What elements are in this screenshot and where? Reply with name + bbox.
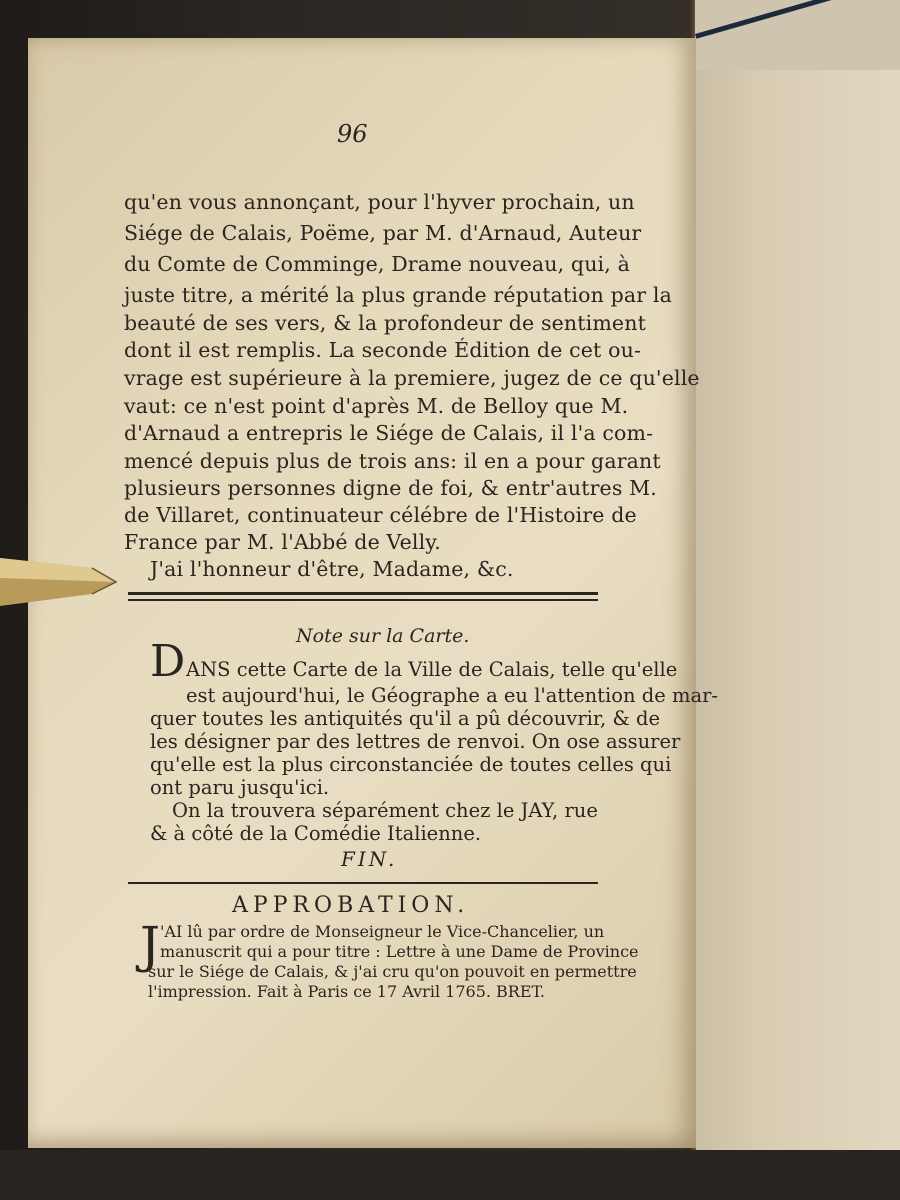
body-line: beauté de ses vers, & la profondeur de sentiment bbox=[124, 311, 646, 335]
body-line: qu'en vous annonçant, pour l'hyver prochain, un bbox=[124, 190, 635, 214]
body-line: d'Arnaud a entrepris le Siége de Calais, il l'a com- bbox=[124, 421, 654, 445]
body-line: vrage est supérieure à la premiere, jugez de ce qu'elle bbox=[124, 366, 700, 390]
body-line: mencé depuis plus de trois ans: il en a pour garant bbox=[124, 449, 661, 473]
table-surface bbox=[0, 1150, 900, 1200]
note-line: quer toutes les antiquités qu'il a pû découvrir, & de bbox=[150, 707, 661, 730]
body-line: juste titre, a mérité la plus grande réputation par la bbox=[124, 283, 672, 307]
approbation-line: 'AI lû par ordre de Monseigneur le Vice-Chancelier, un bbox=[160, 922, 605, 941]
note-line: On la trouvera séparément chez le JAY, rue bbox=[172, 799, 598, 822]
body-line: dont il est remplis. La seconde Édition de cet ou- bbox=[124, 338, 642, 362]
section-rule-thin bbox=[128, 599, 598, 601]
section-rule bbox=[128, 592, 598, 595]
approbation-line: sur le Siége de Calais, & j'ai cru qu'on pouvoit en permettre bbox=[148, 962, 637, 981]
approbation-drop-cap: J bbox=[140, 916, 161, 974]
approbation-line: manuscrit qui a pour titre : Lettre à une Dame de Province bbox=[160, 942, 639, 961]
note-line: qu'elle est la plus circonstanciée de toutes celles qui bbox=[150, 753, 672, 776]
note-line: ANS cette Carte de la Ville de Calais, telle qu'elle bbox=[186, 658, 678, 681]
facing-page-edge bbox=[690, 0, 900, 1200]
page-number: 96 bbox=[337, 120, 368, 148]
body-line: Siége de Calais, Poëme, par M. d'Arnaud, Auteur bbox=[124, 221, 642, 245]
approbation-title: APPROBATION. bbox=[232, 893, 470, 918]
body-line: France par M. l'Abbé de Velly. bbox=[124, 530, 441, 554]
body-line: vaut: ce n'est point d'après M. de Belloy que M. bbox=[124, 394, 629, 418]
book-cover-corner bbox=[695, 0, 900, 70]
note-drop-cap: D bbox=[150, 636, 186, 687]
approbation-line: l'impression. Fait à Paris ce 17 Avril 1765. BRET. bbox=[148, 982, 545, 1001]
note-title: Note sur la Carte. bbox=[296, 625, 470, 647]
approbation-rule bbox=[128, 882, 598, 884]
body-line: plusieurs personnes digne de foi, & entr'autres M. bbox=[124, 476, 657, 500]
fin-label: FIN. bbox=[341, 847, 398, 871]
note-line: & à côté de la Comédie Italienne. bbox=[150, 822, 482, 845]
closing-line: J'ai l'honneur d'être, Madame, &c. bbox=[150, 557, 514, 581]
body-line: de Villaret, continuateur célébre de l'Histoire de bbox=[124, 503, 637, 527]
body-line: du Comte de Comminge, Drame nouveau, qui, à bbox=[124, 252, 630, 276]
note-line: les désigner par des lettres de renvoi. On ose assurer bbox=[150, 730, 681, 753]
note-line: est aujourd'hui, le Géographe a eu l'attention de mar- bbox=[186, 684, 719, 707]
note-line: ont paru jusqu'ici. bbox=[150, 776, 330, 799]
pen-pointer bbox=[0, 548, 118, 614]
